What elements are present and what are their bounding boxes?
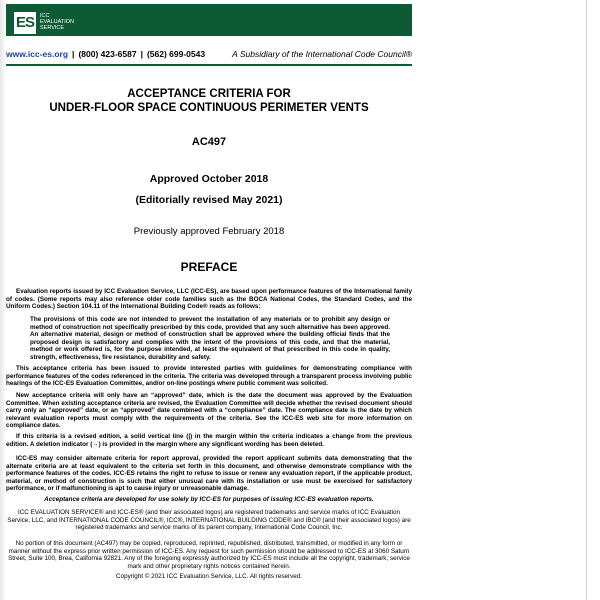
preface-paragraph-4: If this criteria is a revised edition, a solid vertical line (|) in the margin within the criteria indicates a change from the previous edition. A deletion indicator (→) is provided in the margin where any significant wording has been deleted. <box>6 433 412 448</box>
subsidiary-text: A Subsidiary of the International Code Council® <box>232 49 412 59</box>
logo-line-3: SERVICE <box>40 25 65 31</box>
page-right-edge <box>586 0 587 600</box>
website-link[interactable]: www.icc-es.org <box>6 49 69 59</box>
contact-bar <box>6 49 412 59</box>
preface-heading: PREFACE <box>180 260 238 274</box>
preface-paragraph-3: New acceptance criteria will only have an “approved” date, which is the date the document was approved by the Evaluation Committee. When existing acceptance criteria are revised, the Evaluation Committee will decide whether the revised document should carry only an “approved” date, or an “approved” date combined with a “compliance” date. The compliance date is the date by which relevant evaluation reports must comply with the requirements of the criteria. See the ICC-ES web site for more information on compliance dates. <box>6 392 412 430</box>
permission-notice: No portion of this document (AC497) may be copied, reproduced, reprinted, republished, distributed, transmitted, or modified in any form or manner without the express prior written permission of ICC-ES. Any request for such permission should be addressed to ICC-ES at 3060 Saturn Street, Suite 100, Brea, California 92821. Any of the foregoing expressly authorized by ICC-ES must include all the copyright, trademark, service mark and other proprietary rights notices contained herein. <box>8 540 410 570</box>
revision-date: (Editorially revised May 2021) <box>135 194 283 206</box>
previous-approval: Previously approved February 2018 <box>133 226 285 237</box>
header-divider <box>6 64 412 66</box>
document-title-line-1: ACCEPTANCE CRITERIA FOR <box>127 88 291 100</box>
logo-line-2: EVALUATION <box>40 19 75 25</box>
icc-es-logo-icon: ES <box>14 12 36 34</box>
separator: | <box>140 49 143 59</box>
usage-note: Acceptance criteria are developed for use solely by ICC-ES for purposes of issuing ICC-ES evaluation reports. <box>44 496 374 503</box>
phone-1: (800) 423-6587 <box>78 49 137 59</box>
trademark-notice: ICC EVALUATION SERVICE® and ICC-ES® (and their associated logos) are registered trademarks and service marks of ICC Evaluation Service, LLC, and INTERNATIONAL CODE COUNCIL®, ICC®, INTERNATIONAL BUILDING CODE® and IBC® (and their associated logos) are registered trademarks and service marks of its parent company, International Code Council, Inc. <box>7 509 411 532</box>
phone-2: (562) 699-0543 <box>146 49 206 59</box>
copyright-notice: Copyright © 2021 ICC Evaluation Service, LLC. All rights reserved. <box>116 573 302 580</box>
paragraph-text: Evaluation reports issued by ICC Evaluation Service, LLC (ICC-ES), are based upon performance features of the International family of codes. (Some reports may also reference older code families such as the BOCA National Codes, the Standard Codes, and the Uniform Codes.) Section 104.11 of the International Building Code® reads as follows: <box>6 288 412 311</box>
separator: | <box>72 49 75 59</box>
logo-wordmark <box>40 13 74 31</box>
preface-paragraph-1 <box>6 288 412 311</box>
logo-line-1: ICC <box>40 13 50 19</box>
code-quote-block: The provisions of this code are not intended to prevent the installation of any materials or to prohibit any design or method of construction not specifically prescribed by this code, provided that any such alternative has been approved. An alternative material, design or method of construction shall be approved where the building official finds that the proposed design is satisfactory and complies with the intent of the provisions of this code, and that the material, method or work offered is, for the purpose intended, at least the equivalent of that prescribed in this code in quality, strength, effectiveness, fire resistance, durability and safety. <box>30 316 390 361</box>
preface-paragraph-5: ICC-ES may consider alternate criteria for report approval, provided the report applicant submits data demonstrating that the alternate criteria are at least equivalent to the criteria set forth in this document, and otherwise demonstrate compliance with the performance features of the codes. ICC-ES retains the right to refuse to issue or renew any evaluation report, if the applicable product, material, or method of construction is such that either unusual care with its installation or use must be exercised for satisfactory performance, or if malfunctioning is apt to cause injury or unreasonable damage. <box>6 455 412 493</box>
header-banner <box>6 4 412 36</box>
document-title-line-2: UNDER-FLOOR SPACE CONTINUOUS PERIMETER VENTS <box>49 102 369 114</box>
approval-date: Approved October 2018 <box>149 173 269 185</box>
criteria-code: AC497 <box>191 136 227 148</box>
preface-paragraph-2: This acceptance criteria has been issued to provide interested parties with guidelines for demonstrating compliance with performance features of the codes referenced in the criteria. The criteria was developed through a transparent process involving public hearings of the ICC-ES Evaluation Committee, and/or on-line postings where public comment was solicited. <box>6 365 412 388</box>
